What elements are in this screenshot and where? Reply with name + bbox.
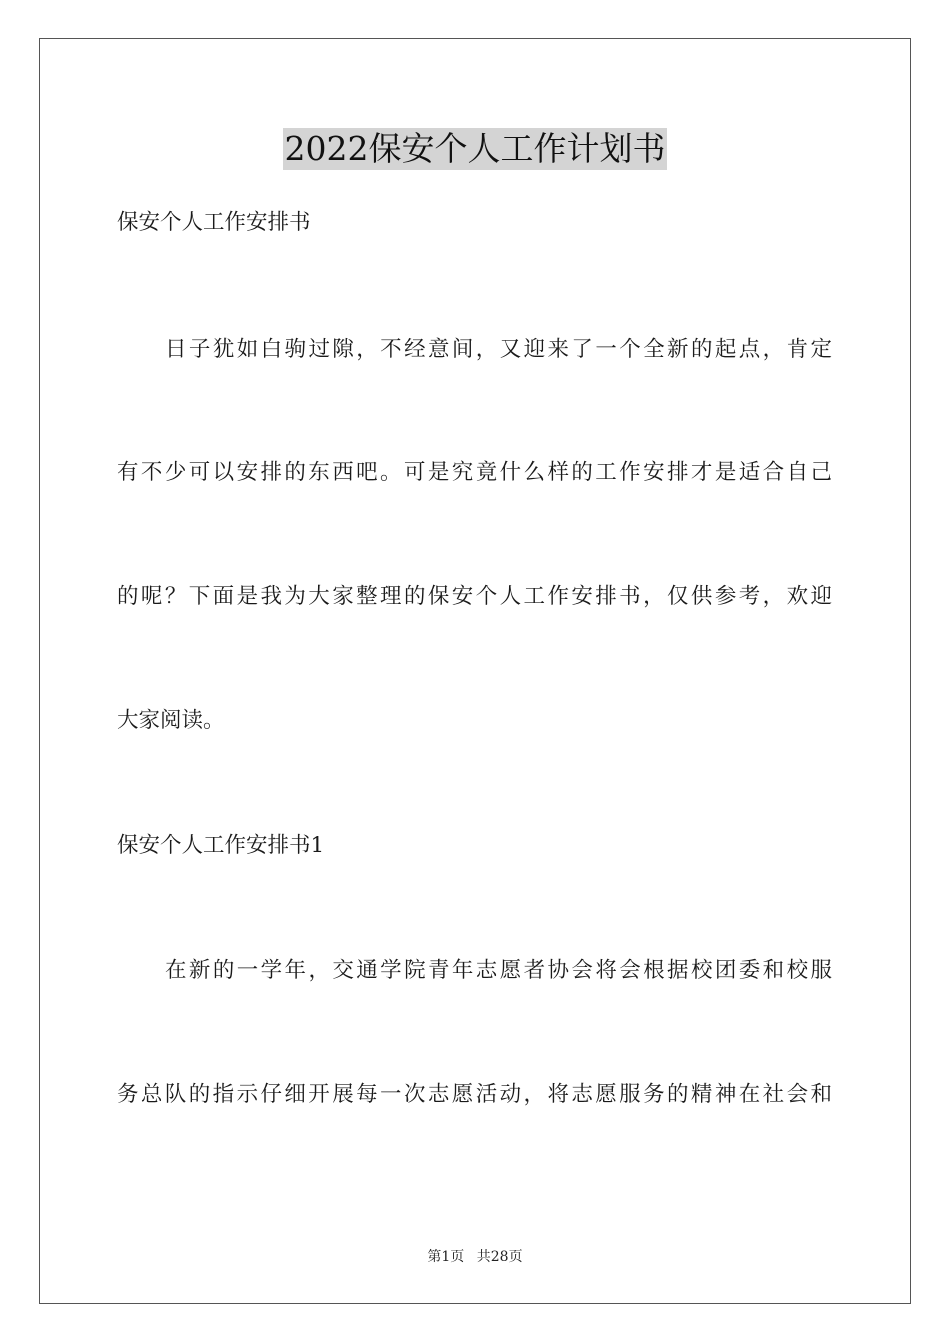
document-title: 2022保安个人工作计划书: [284, 129, 666, 168]
paragraph-line: 日子犹如白驹过隙，不经意间，又迎来了一个全新的起点，肯定: [165, 337, 832, 362]
paragraph-line: 务总队的指示仔细开展每一次志愿活动，将志愿服务的精神在社会和: [117, 1082, 832, 1107]
page-total: 共28页: [476, 1249, 523, 1265]
page-number: 第1页: [427, 1249, 465, 1265]
paragraph-line: 在新的一学年，交通学院青年志愿者协会将会根据校团委和校服: [165, 958, 832, 983]
title-container: [0, 128, 950, 170]
paragraph-line: 大家阅读。: [117, 708, 225, 733]
paragraph-line: 有不少可以安排的东西吧。可是究竟什么样的工作安排才是适合自己: [117, 460, 832, 485]
paragraph-line: 的呢？下面是我为大家整理的保安个人工作安排书，仅供参考，欢迎: [117, 584, 832, 609]
section-heading: 保安个人工作安排书1: [117, 833, 325, 858]
page-footer: [0, 1247, 950, 1267]
section-heading: 保安个人工作安排书: [117, 210, 311, 235]
